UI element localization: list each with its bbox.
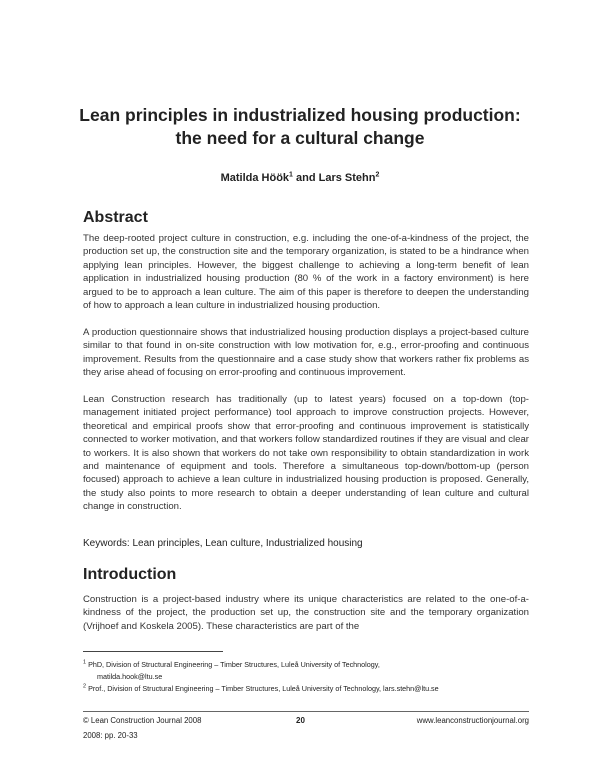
author-1-footnote-marker: 1 [289,171,293,179]
keywords: Keywords: Lean principles, Lean culture, Industrialized housing [83,538,363,549]
footnote-separator [83,651,223,652]
footnote-1-text: PhD, Division of Structural Engineering – Timber Structures, Luleå University of Technology, [88,660,380,669]
author-conjunction: and [292,172,319,184]
paper-title [60,104,540,150]
abstract-paragraph-2: A production questionnaire shows that industrialized housing production displays a project-based culture similar to that found in on-site construction with low motivation for, e.g., error-proofing and continuous improvement. Results from the questionnaire and a case study show that workers rather fix problems as they arise ahead of focusing on error-proofing and continuous improvement. [83,327,529,379]
introduction-paragraph: Construction is a project-based industry where its unique characteristics are related to the one-of-a-kindness of the project, the production set up, the construction site and the temporary organization (Vrijhoef and Koskela 2005). These characteristics are part of the [83,594,529,632]
footnote-2-number: 2 [83,683,87,690]
author-1: Matilda Höök [220,172,290,184]
author-2-footnote-marker: 2 [375,171,380,179]
footnote-1-email: matilda.hook@ltu.se [97,671,163,681]
footnote-2 [83,683,533,695]
abstract-paragraph-1: The deep-rooted project culture in construction, e.g. including the one-of-a-kindness of the project, the production set up, the construction site and the temporary organization, is stated to be a hindrance when applying lean principles. However, the biggest challenge to achieving a long-term benefit of lean application in industrialized housing production (80 % of the work in a factory environment) is here argued to be to approach a lean culture. The aim of this paper is therefore to deepen the understanding of how to approach a lean culture in industrialized housing production. [83,233,529,312]
author-list [60,172,540,184]
title-line-1: Lean principles in industrialized housing production: [79,105,521,125]
footer-separator [83,711,529,712]
footnote-1-number: 1 [83,659,87,666]
footer-page-range: 2008: pp. 20-33 [83,731,138,740]
footnote-1 [83,659,533,682]
footer-website: www.leanconstructionjournal.org [416,716,529,725]
abstract-paragraph-3: Lean Construction research has traditionally (up to latest years) focused on a top-down (top-management initiated project performance) tool approach to improve construction projects. However, theoretical and empirical proofs show that error-proofing and continuous improvement is statistically connected to worker motivation, and that workers follow standardized routines if they are visual and clear to workers. It is also shown that workers do not take own responsibility to obtain standardization in work and maintenance of equipment and tools. Therefore a simultaneous top-down/bottom-up (person focused) approach to achieve a lean culture in industrialized housing production is proposed. Generally, the study also points to more research to obtain a deeper understanding of lean culture and cultural change in construction. [83,394,529,513]
abstract-heading: Abstract [83,209,148,226]
page-number: 20 [296,716,305,725]
title-line-2: the need for a cultural change [175,128,425,148]
footnote-2-text: Prof., Division of Structural Engineering – Timber Structures, Luleå University of Technology, lars.stehn@ltu.se [88,684,439,693]
introduction-heading: Introduction [83,566,177,583]
author-2: Lars Stehn [318,172,376,184]
footer-copyright: © Lean Construction Journal 2008 [83,716,202,725]
